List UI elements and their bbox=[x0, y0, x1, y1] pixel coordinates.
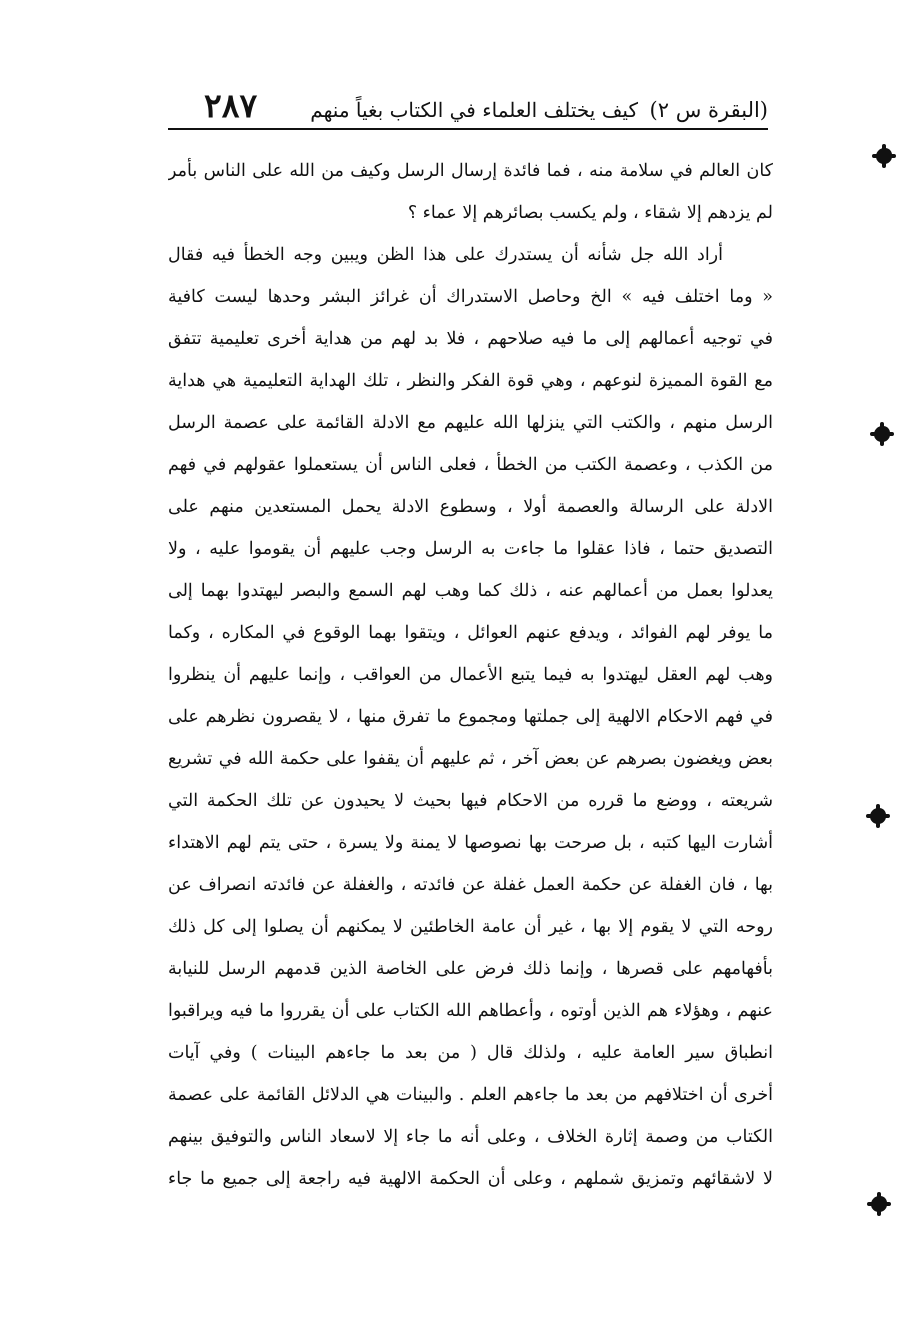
text-line: انطباق سير العامة عليه ، ولذلك قال ( من بعد ما جاءهم البينات ) وفي آيات bbox=[168, 1043, 773, 1063]
text-line: لم يزدهم إلا شقاء ، ولم يكسب بصائرهم إلا عماء ؟ bbox=[407, 203, 773, 223]
header-rule bbox=[168, 128, 768, 130]
margin-ink-mark bbox=[870, 808, 886, 824]
text-line: يعدلوا بعمل من أعمالهم عنه ، ذلك كما وهب لهم السمع والبصر ليهتدوا بهما إلى bbox=[168, 581, 773, 601]
text-line: كان العالم في سلامة منه ، فما فائدة إرسال الرسل وكيف من الله على الناس بأمر bbox=[168, 161, 773, 181]
text-line: أراد الله جل شأنه أن يستدرك على هذا الظن ويبين وجه الخطأ فيه فقال bbox=[168, 245, 723, 265]
text-line: وهب لهم العقل ليهتدوا به فيما يتبع الأعمال من العواقب ، وإنما عليهم أن ينظروا bbox=[168, 665, 773, 685]
text-line: ما يوفر لهم الفوائد ، ويدفع عنهم العوائل ، ويتقوا بهما الوقوع في المكاره ، وكما bbox=[168, 623, 773, 643]
text-line: لا لاشقائهم وتمزيق شملهم ، وعلى أن الحكمة الالهية فيه راجعة إلى جميع ما جاء bbox=[168, 1169, 773, 1189]
header-title: كيف يختلف العلماء في الكتاب بغياً منهم bbox=[310, 98, 638, 122]
text-line: بأفهامهم على قصرها ، وإنما ذلك فرض على الخاصة الذين قدمهم الرسل للنيابة bbox=[168, 959, 773, 979]
text-line: الكتاب من وصمة إثارة الخلاف ، وعلى أنه ما جاء إلا لاسعاد الناس والتوفيق بينهم bbox=[168, 1127, 773, 1147]
text-line: بها ، فان الغفلة عن حكمة العمل غفلة عن فائدته ، والغفلة عن فائدته انصراف عن bbox=[168, 875, 773, 895]
text-line: أشارت اليها كتبه ، بل صرحت بها نصوصها لا يمنة ولا يسرة ، حتى يتم لهم الاهتداء bbox=[168, 833, 773, 853]
text-line: روحه التي لا يقوم إلا بها ، غير أن عامة الخاطئين لا يمكنهم أن يصلوا إلى كل ذلك bbox=[168, 917, 773, 937]
page-header bbox=[168, 86, 768, 126]
page-number: ٢٨٧ bbox=[204, 86, 258, 125]
text-line: في فهم الاحكام الالهية إلى جملتها ومجموع ما تفرق منها ، لا يقصرون نظرهم على bbox=[168, 707, 773, 727]
text-line: بعض ويغضون بصرهم عن بعض آخر ، ثم عليهم أن يقفوا على حكمة الله في تشريع bbox=[168, 749, 773, 769]
text-line: الادلة على الرسالة والعصمة أولا ، وسطوع الادلة يحمل المستعدين منهم على bbox=[168, 497, 773, 517]
text-line: شريعته ، ووضع ما قرره من الاحكام فيها بحيث لا يحيدون عن تلك الحكمة التي bbox=[168, 791, 773, 811]
margin-ink-mark bbox=[876, 148, 892, 164]
text-line: « وما اختلف فيه » الخ وحاصل الاستدراك أن غرائز البشر وحدها ليست كافية bbox=[168, 287, 773, 307]
text-line: الرسل منهم ، والكتب التي ينزلها الله عليهم مع الادلة القائمة على عصمة الرسل bbox=[168, 413, 773, 433]
header-section: (البقرة س ٢) bbox=[649, 98, 768, 122]
text-line: في توجيه أعمالهم إلى ما فيه صلاحهم ، فلا بد لهم من هداية أخرى تعليمية تتفق bbox=[168, 329, 773, 349]
margin-ink-mark bbox=[874, 426, 890, 442]
text-line: من الكذب ، وعصمة الكتب من الخطأ ، فعلى الناس أن يستعملوا عقولهم في فهم bbox=[168, 455, 773, 475]
text-line: مع القوة المميزة لنوعهم ، وهي قوة الفكر والنظر ، تلك الهداية التعليمية هي هداية bbox=[168, 371, 773, 391]
text-line: أخرى أن اختلافهم من بعد ما جاءهم العلم . والبينات هي الدلائل القائمة على عصمة bbox=[168, 1085, 773, 1105]
margin-ink-mark bbox=[871, 1196, 887, 1212]
text-line: عنهم ، وهؤلاء هم الذين أوتوه ، وأعطاهم الله الكتاب على أن يقرروا ما فيه ويراقبوا bbox=[168, 1001, 773, 1021]
text-line: التصديق حتما ، فاذا عقلوا ما جاءت به الرسل وجب عليهم أن يقوموا عليه ، ولا bbox=[168, 539, 773, 559]
body-text bbox=[168, 150, 773, 1200]
